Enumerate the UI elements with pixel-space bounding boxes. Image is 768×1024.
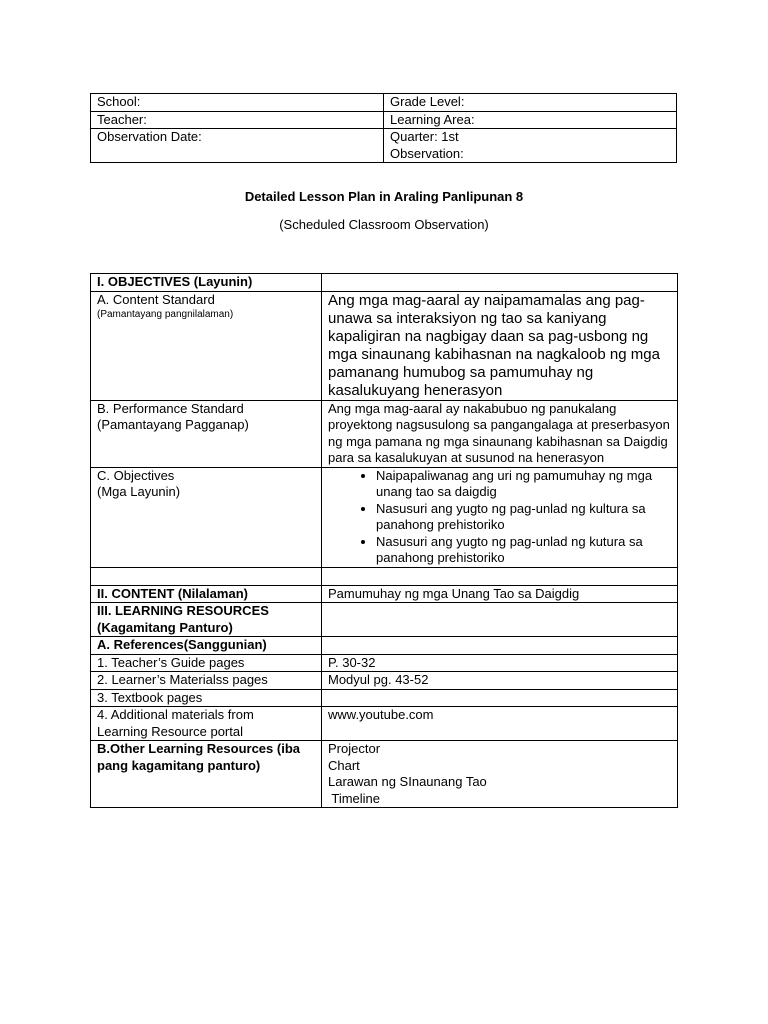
content-standard-label: A. Content Standard [97,291,215,307]
performance-standard-label: B. Performance Standard [97,400,244,416]
performance-standard-text: Ang mga mag-aaral ay nakabubuo ng panukalang proyektong nagsusulong sa pangangalaga at preserbasyon ng mga pamana ng mga sinaunang kabihasnan sa Daigdig para sa kasalukuyan at susunod na henerasyon [322,400,678,467]
list-item: • Naipapaliwanag ang uri ng pamumuhay ng mga unang tao sa daigdig [376,468,671,501]
teachers-guide-label: 1. Teacher’s Guide pages [91,654,322,672]
table-row [91,689,678,707]
quarter-field: Quarter: 1st [390,129,459,144]
list-item: Projector [328,741,381,756]
empty-cell [322,637,678,655]
empty-cell [322,274,678,292]
grade-level-field: Grade Level: [384,94,677,112]
school-field: School: [91,94,384,112]
empty-cell [91,567,322,585]
other-resources-label-sub: pang kagamitang panturo) [97,757,261,773]
learning-area-field: Learning Area: [384,111,677,129]
table-row [91,400,678,467]
references-heading: A. References(Sanggunian) [91,637,322,655]
table-row [91,567,678,585]
teachers-guide-value: P. 30-32 [322,654,678,672]
empty-cell [322,689,678,707]
textbook-label: 3. Textbook pages [91,689,322,707]
list-item: Timeline [328,790,381,806]
objectives-list-cell [322,467,678,567]
additional-materials-label-sub: Learning Resource portal [97,723,243,739]
performance-standard-label-cell [91,400,322,467]
table-row [91,291,678,400]
resources-heading: III. LEARNING RESOURCES [97,603,269,618]
content-heading: II. CONTENT (Nilalaman) [91,585,322,603]
content-text: Pamumuhay ng mga Unang Tao sa Daigdig [322,585,678,603]
observation-field: Observation: [390,145,464,161]
empty-cell [322,567,678,585]
additional-materials-label-cell [91,707,322,741]
table-row [91,741,678,808]
list-item: Chart [328,757,360,773]
additional-materials-label: 4. Additional materials from [97,707,254,722]
teacher-field: Teacher: [91,111,384,129]
document-subtitle: (Scheduled Classroom Observation) [279,217,489,232]
content-standard-sub: (Pamantayang pangnilalaman) [97,309,234,320]
table-row [91,274,678,292]
content-standard-label-cell [91,291,322,400]
table-row [91,637,678,655]
additional-materials-value: www.youtube.com [322,707,678,741]
header-info-table [90,93,677,163]
table-row [91,603,678,637]
objectives-list [328,468,671,567]
other-resources-label: B.Other Learning Resources (iba [97,741,300,756]
resources-heading-sub: (Kagamitang Panturo) [97,619,233,635]
objectives-label-cell [91,467,322,567]
objectives-heading: I. OBJECTIVES (Layunin) [91,274,322,292]
quarter-observation-cell [384,129,677,163]
table-row [91,654,678,672]
list-item: • Nasusuri ang yugto ng pag-unlad ng kutura sa panahong prehistoriko [376,534,671,567]
content-standard-text: Ang mga mag-aaral ay naipamamalas ang pag-unawa sa interaksiyon ng tao sa kaniyang kapaligiran na nagbigay daan sa pag-usbong ng mga sinaunang kabihasnan na nagkaloob ng mga pamanang humubog sa pamumuhay ng kasalukuyang henerasyon [322,291,678,400]
learners-material-label: 2. Learner’s Materialss pages [91,672,322,690]
empty-cell [322,603,678,637]
resources-heading-cell [91,603,322,637]
table-row [91,672,678,690]
table-row [91,467,678,567]
other-resources-label-cell [91,741,322,808]
list-item: • Nasusuri ang yugto ng pag-unlad ng kultura sa panahong prehistoriko [376,501,671,534]
objectives-label: C. Objectives [97,467,175,483]
objectives-sub: (Mga Layunin) [97,484,181,499]
table-row [91,585,678,603]
table-row [91,707,678,741]
other-resources-values-cell [322,741,678,808]
observation-date-field: Observation Date: [91,129,384,163]
lesson-plan-table [90,273,678,808]
performance-standard-sub: (Pamantayang Pagganap) [97,417,249,432]
learners-material-value: Modyul pg. 43-52 [322,672,678,690]
document-title: Detailed Lesson Plan in Araling Panlipunan 8 [244,189,524,204]
list-item: Larawan ng SInaunang Tao [328,774,487,789]
